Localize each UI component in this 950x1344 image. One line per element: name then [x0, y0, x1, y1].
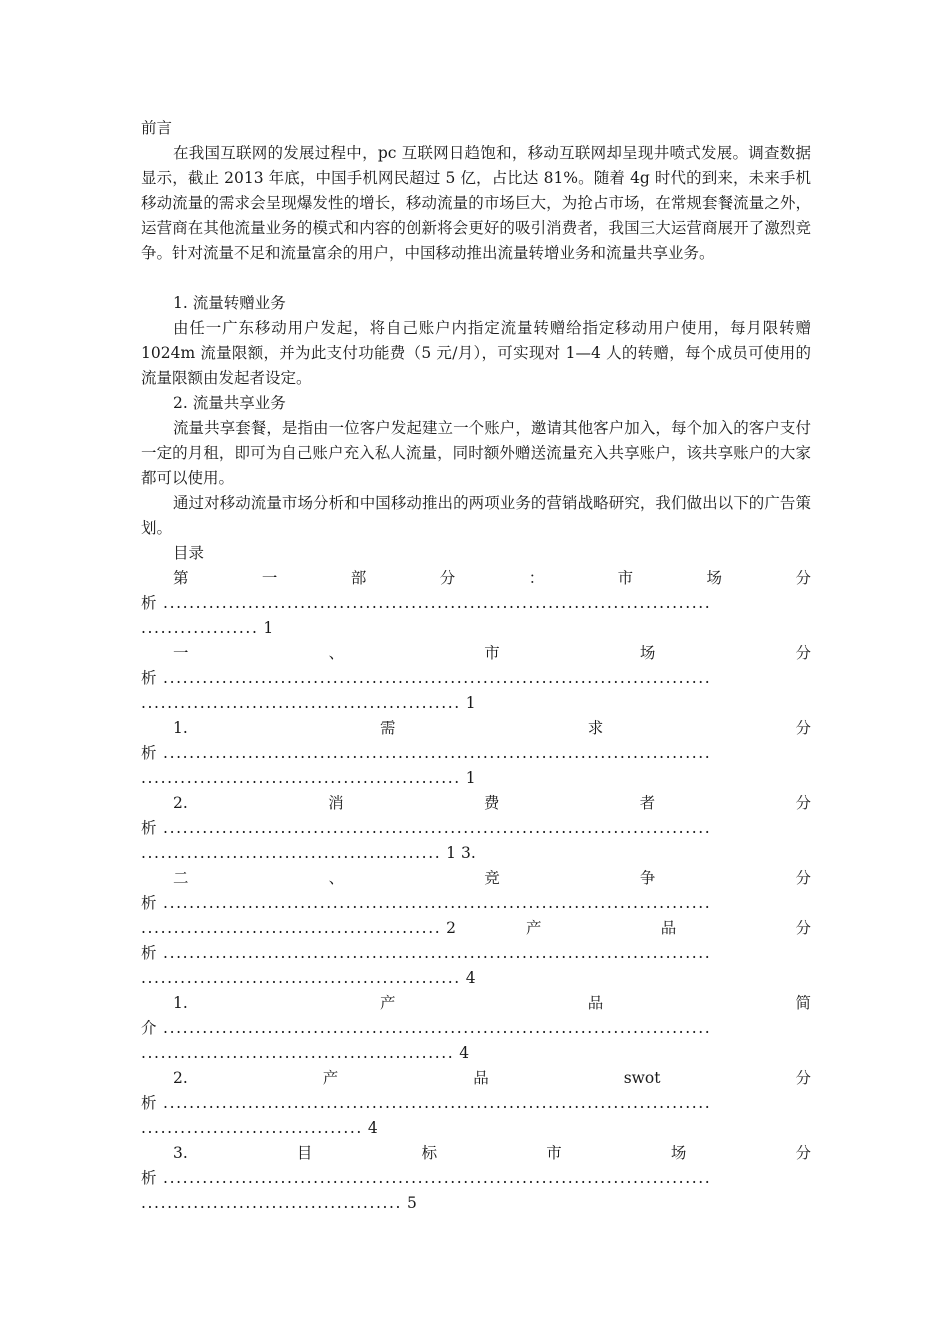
toc-heading-char: 竞: [484, 869, 500, 887]
toc-entry[interactable]: [141, 866, 811, 941]
toc-heading-char: 分: [795, 644, 811, 662]
toc-entry-heading: [141, 1141, 811, 1166]
toc-entry[interactable]: [141, 791, 811, 866]
toc-page-number: 1: [258, 619, 274, 637]
table-of-contents: [141, 566, 811, 1216]
toc-heading-char: 第: [173, 569, 189, 587]
toc-heading-char: 品: [587, 994, 604, 1012]
toc-title: 目录: [173, 544, 205, 562]
toc-entry[interactable]: [141, 566, 811, 641]
toc-heading-end: 析: [141, 744, 157, 762]
toc-heading-char: 求: [587, 719, 604, 737]
toc-heading-end: 析: [141, 894, 157, 912]
toc-heading-char: 产: [322, 1069, 339, 1087]
toc-entry[interactable]: [141, 1066, 811, 1141]
toc-page-line: [141, 841, 811, 866]
toc-leader-line: [141, 816, 811, 841]
toc-heading-char: 分: [795, 1144, 811, 1162]
toc-heading-end: 介: [141, 1019, 157, 1037]
toc-heading-char: ：: [528, 569, 545, 587]
toc-heading-char: 分: [795, 569, 811, 587]
toc-entry-heading: [141, 991, 811, 1016]
toc-heading-char: 简: [795, 994, 811, 1012]
preface-intro-paragraph: 在我国互联网的发展过程中，pc 互联网日趋饱和，移动互联网却呈现井喷式发展。调查数据显示，截止 2013 年底，中国手机网民超过 5 亿，占比达 81%。随着 4g 时代的到来，未来手机移动流量的需求会呈现爆发性的增长，移动流量的市场巨大，为抢占市场，在常规套餐流量之外，运营商在其他流量业务的模式和内容的创新将会更好的吸引消费者，我国三大运营商展开了激烈竞争。针对流量不足和流量富余的用户，中国移动推出流量转增业务和流量共享业务。: [141, 144, 811, 262]
section2-body: 流量共享套餐，是指由一位客户发起建立一个账户，邀请其他客户加入，每个加入的客户支付一定的月租，即可为自己账户充入私人流量，同时额外赠送流量充入共享账户，该共享账户的大家都可以使用。: [141, 419, 811, 487]
toc-leader-dots: .................................................: [141, 769, 461, 787]
toc-leader-dots: ..................: [141, 619, 259, 637]
toc-heading-char: 2.: [173, 1069, 188, 1087]
toc-leader-line: [141, 891, 811, 916]
toc-heading-char: 二: [173, 869, 189, 887]
toc-leader-dots: ..................................: [141, 1119, 363, 1137]
toc-heading-end: 析: [141, 594, 157, 612]
toc-entry[interactable]: [141, 941, 811, 991]
preface-heading: 前言: [141, 119, 173, 137]
toc-heading-char: 分: [795, 1069, 811, 1087]
toc-page-line: [141, 916, 811, 941]
section2-title: 2. 流量共享业务: [173, 394, 286, 412]
toc-heading-char: 者: [639, 794, 656, 812]
toc-page-line: [141, 966, 811, 991]
toc-heading-char: 市: [617, 569, 634, 587]
toc-heading-char: 一: [261, 569, 278, 587]
toc-entry[interactable]: [141, 641, 811, 716]
toc-heading-char: 目: [296, 1144, 313, 1162]
toc-entry-heading: [141, 716, 811, 741]
toc-leader-dots: ....................................................................................: [156, 744, 712, 762]
toc-leader-dots: ....................................................................................: [156, 669, 712, 687]
section1-body: 由任一广东移动用户发起，将自己账户内指定流量转赠给指定移动用户使用，每月限转赠 1024m 流量限额，并为此支付功能费（5 元/月），可实现对 1—4 人的转赠，每个成员可使用的流量限额由发起者设定。: [141, 319, 811, 387]
toc-leader-line: [141, 741, 811, 766]
toc-heading-end: 析: [141, 669, 157, 687]
toc-page-line: [141, 1116, 811, 1141]
toc-leader-line: [141, 591, 811, 616]
toc-entry-heading: [141, 791, 811, 816]
preface-conclusion: 通过对移动流量市场分析和中国移动推出的两项业务的营销战略研究，我们做出以下的广告策划。: [141, 494, 811, 537]
toc-heading-char: 2.: [173, 794, 188, 812]
toc-heading-char: 市: [546, 1144, 562, 1162]
toc-heading-char: 场: [706, 569, 723, 587]
toc-heading-char: 产: [526, 919, 542, 937]
toc-page-number: 2: [441, 919, 457, 937]
toc-leader-dots: ................................................: [141, 1044, 455, 1062]
toc-leader-dots: ........................................: [141, 1194, 403, 1212]
toc-heading-char: 场: [670, 1144, 687, 1162]
toc-heading-char: 一: [173, 644, 189, 662]
toc-leader-line: [141, 1091, 811, 1116]
toc-heading-char: 产: [380, 994, 396, 1012]
toc-page-number: 4: [460, 969, 476, 987]
toc-heading-char: 3.: [173, 1144, 188, 1162]
toc-heading-char: 需: [380, 719, 396, 737]
toc-leader-dots: .................................................: [141, 969, 461, 987]
toc-leader-dots: ....................................................................................: [156, 594, 712, 612]
toc-heading-char: 部: [350, 569, 367, 587]
toc-entry-heading: [141, 866, 811, 891]
toc-leader-dots: ....................................................................................: [156, 894, 712, 912]
toc-leader-dots: ....................................................................................: [156, 1019, 712, 1037]
toc-heading-char: 1.: [173, 719, 188, 737]
toc-heading-char: 分: [795, 719, 811, 737]
toc-page-number: 1: [460, 769, 476, 787]
toc-entry[interactable]: [141, 716, 811, 791]
toc-page-line: [141, 691, 811, 716]
toc-entry-heading: [141, 566, 811, 591]
toc-heading-char: 标: [421, 1144, 438, 1162]
toc-heading-char: 争: [639, 869, 656, 887]
toc-heading-char: 、: [328, 644, 345, 662]
toc-heading-end: 析: [141, 819, 157, 837]
toc-heading-char: 消: [328, 794, 344, 812]
toc-page-number: 5: [402, 1194, 417, 1212]
section1-title: 1. 流量转赠业务: [173, 294, 286, 312]
toc-heading-end: 析: [141, 1169, 157, 1187]
toc-heading-char: 1.: [173, 994, 188, 1012]
toc-heading-end: 析: [141, 1094, 157, 1112]
toc-page-number: 1 3.: [441, 844, 476, 862]
toc-entry[interactable]: [141, 1141, 811, 1216]
toc-leader-line: [141, 666, 811, 691]
toc-heading-char: 分: [795, 869, 811, 887]
toc-leader-dots: ..............................................: [141, 844, 442, 862]
toc-heading-char: 品: [473, 1069, 489, 1087]
toc-heading-char: 、: [328, 869, 345, 887]
toc-leader-dots: ....................................................................................: [156, 1169, 712, 1187]
toc-entry-heading: [141, 641, 811, 666]
toc-heading-char: 品: [660, 919, 677, 937]
toc-heading-char: 费: [483, 794, 500, 812]
toc-entry-heading: [141, 1066, 811, 1091]
toc-page-number: 4: [362, 1119, 378, 1137]
toc-leader-line: [141, 1166, 811, 1191]
toc-heading-char: 分: [795, 919, 811, 937]
toc-page-line: [141, 766, 811, 791]
toc-heading-char: 市: [484, 644, 500, 662]
toc-page-line: [141, 1041, 811, 1066]
toc-heading-char: swot: [623, 1069, 661, 1087]
toc-leader-line: [141, 1016, 811, 1041]
toc-leader-dots: ....................................................................................: [156, 1094, 712, 1112]
toc-leader-dots: .................................................: [141, 694, 461, 712]
toc-leader-line: [141, 941, 811, 966]
toc-page-line: [141, 1191, 811, 1216]
toc-page-line: [141, 616, 811, 641]
toc-leader-dots: ....................................................................................: [156, 944, 712, 962]
toc-leader-dots: ..............................................: [141, 919, 442, 937]
toc-leader-dots: ....................................................................................: [156, 819, 712, 837]
toc-heading-char: 分: [439, 569, 456, 587]
toc-entry[interactable]: [141, 991, 811, 1066]
toc-heading-end: 析: [141, 944, 157, 962]
toc-heading-char: 场: [639, 644, 656, 662]
toc-heading-char: 分: [795, 794, 811, 812]
toc-page-number: 1: [460, 694, 476, 712]
toc-page-number: 4: [454, 1044, 470, 1062]
